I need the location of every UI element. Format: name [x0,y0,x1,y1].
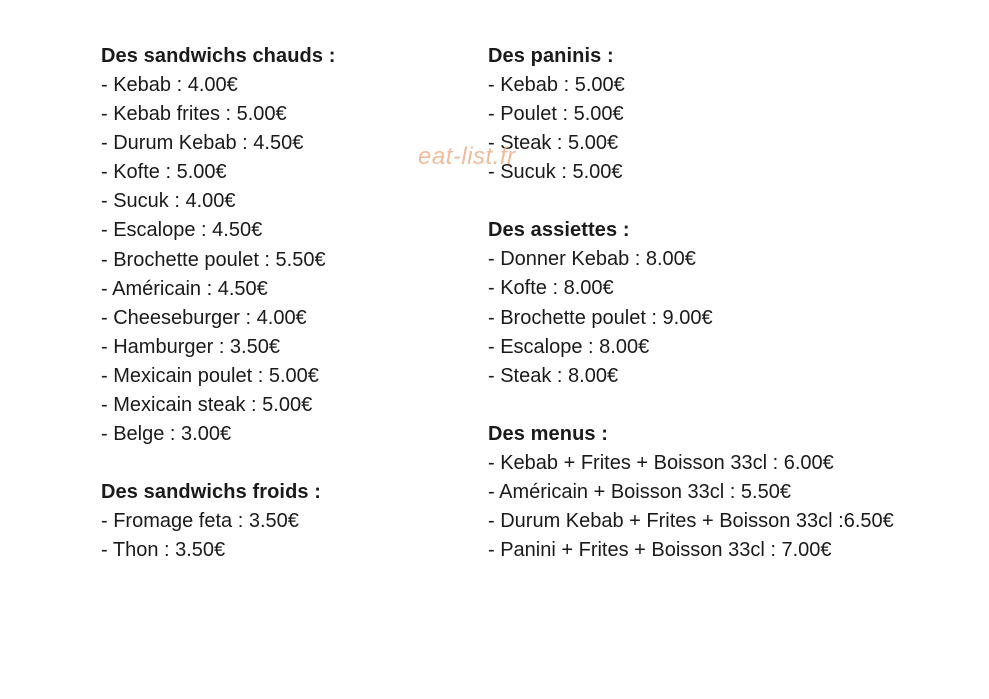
menu-item: - Thon : 3.50€ [101,539,226,562]
menu-item: - Donner Kebab : 8.00€ [488,248,696,271]
menu-item: - Kebab + Frites + Boisson 33cl : 6.00€ [488,451,834,474]
menu-item: - Mexicain steak : 5.00€ [101,394,313,417]
watermark: eat-list.fr [418,143,516,170]
menu-item: - Panini + Frites + Boisson 33cl : 7.00€ [488,539,832,562]
menu-item: - Américain : 4.50€ [101,277,268,300]
menu-item: - Sucuk : 5.00€ [488,161,623,184]
menu-item: - Durum Kebab : 4.50€ [101,132,304,155]
menu-item: - Kebab frites : 5.00€ [101,103,287,126]
section-sandwichs-chauds [101,42,471,449]
menu-item: - Fromage feta : 3.50€ [101,510,299,533]
menu-item: - Poulet : 5.00€ [488,103,624,126]
section-title: Des paninis : [488,45,614,67]
menu-item: - Kofte : 8.00€ [488,277,614,300]
menu-item: - Escalope : 4.50€ [101,219,263,242]
section-title: Des menus : [488,422,609,445]
menu-item: - Steak : 5.00€ [488,132,619,155]
menu-item: - Mexicain poulet : 5.00€ [101,364,319,387]
menu-item: - Hamburger : 3.50€ [101,335,280,358]
menu-item: - Belge : 3.00€ [101,423,232,446]
section-sandwichs-froids [101,478,471,565]
left-column [101,42,471,594]
right-column [488,42,983,594]
section-title: Des assiettes : [488,219,630,242]
section-title: Des sandwichs chauds : [101,45,336,67]
menu-item: - Kebab : 5.00€ [488,74,625,96]
section-title: Des sandwichs froids : [101,481,322,504]
menu-item: - Kebab : 4.00€ [101,74,238,96]
section-paninis [488,42,983,187]
section-menus [488,420,983,565]
menu-item: - Kofte : 5.00€ [101,161,227,184]
menu-item: - Escalope : 8.00€ [488,335,650,358]
menu-item: - Brochette poulet : 5.50€ [101,248,326,271]
menu-item: - Brochette poulet : 9.00€ [488,306,713,329]
menu-item: - Cheeseburger : 4.00€ [101,306,307,329]
section-assiettes [488,216,983,390]
menu-item: - Sucuk : 4.00€ [101,190,236,213]
menu-item: - Américain + Boisson 33cl : 5.50€ [488,480,791,503]
menu-item: - Durum Kebab + Frites + Boisson 33cl :6.50€ [488,510,894,533]
menu-item: - Steak : 8.00€ [488,364,619,387]
